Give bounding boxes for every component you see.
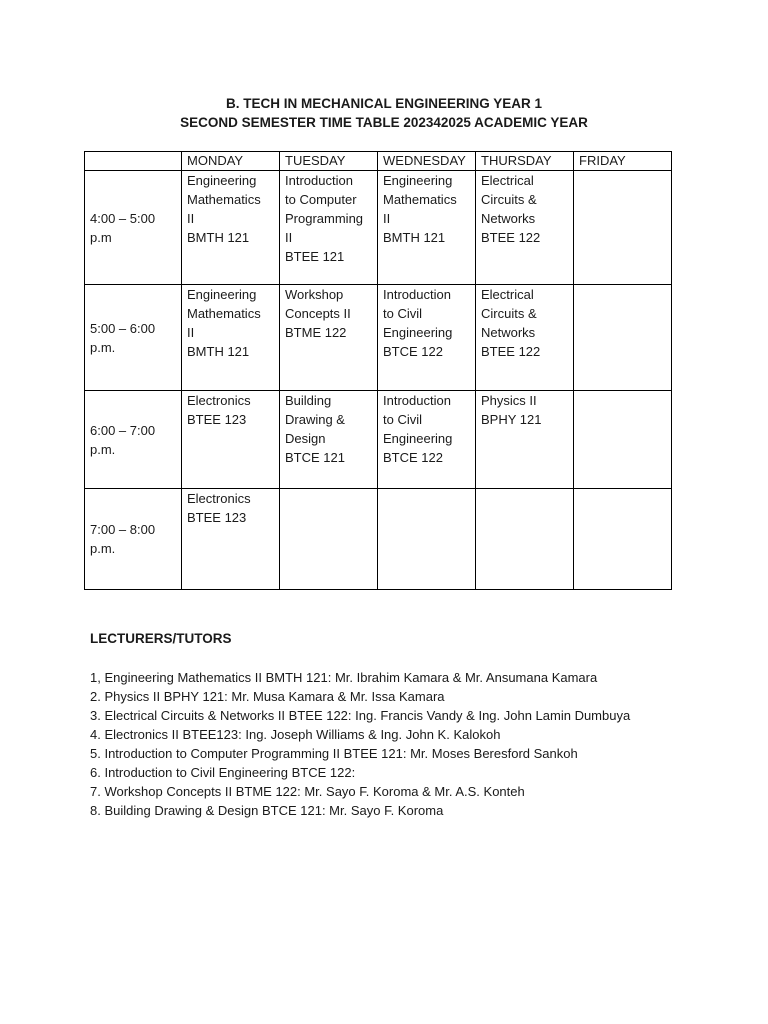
- course-text: Introduction: [383, 393, 451, 408]
- course-text: BPHY 121: [481, 412, 542, 427]
- course-text: BTME 122: [285, 325, 347, 340]
- course-text: Engineering: [383, 325, 453, 340]
- course-text: Electrical: [481, 287, 534, 302]
- course-cell-monday: [182, 489, 280, 590]
- course-text: BTEE 121: [285, 249, 345, 264]
- course-cell-monday: [182, 285, 280, 391]
- title-line-semester: SECOND SEMESTER TIME TABLE 202342025 ACADEMIC YEAR: [180, 115, 588, 130]
- course-text: BTEE 122: [481, 230, 541, 245]
- time-slot-text: p.m: [90, 229, 112, 245]
- course-cell-tuesday: [280, 285, 378, 391]
- course-text: Engineering: [383, 173, 453, 188]
- course-cell-wednesday: [378, 171, 476, 285]
- lecturer-item: 3. Electrical Circuits & Networks II BTEE 122: Ing. Francis Vandy & Ing. John Lamin Dumbuya: [90, 708, 631, 723]
- time-slot-text: 4:00 – 5:00: [90, 210, 156, 226]
- header-friday: FRIDAY: [574, 152, 672, 171]
- course-text: Circuits &: [481, 192, 537, 207]
- course-text: Electronics: [187, 491, 251, 506]
- course-text: BTEE 123: [187, 412, 247, 427]
- course-text: BTEE 122: [481, 344, 541, 359]
- course-cell-thursday: [476, 489, 574, 590]
- timetable-row: [85, 285, 672, 391]
- time-slot-text: 6:00 – 7:00: [90, 422, 156, 438]
- timetable-row: [85, 391, 672, 489]
- timetable-row: [85, 171, 672, 285]
- course-text: Design: [285, 431, 326, 446]
- course-text: Mathematics: [383, 192, 457, 207]
- timetable-body: [85, 171, 672, 590]
- timetable-row: [85, 489, 672, 590]
- course-text: to Civil: [383, 412, 423, 427]
- title-line-program: B. TECH IN MECHANICAL ENGINEERING YEAR 1: [225, 96, 543, 111]
- time-slot-text: 7:00 – 8:00: [90, 522, 156, 537]
- time-slot-cell: [85, 285, 182, 391]
- course-text: Physics II: [481, 393, 537, 408]
- course-cell-friday: [574, 391, 672, 489]
- course-cell-wednesday: [378, 489, 476, 590]
- time-slot-text: p.m.: [90, 441, 116, 457]
- course-text: BTCE 122: [383, 344, 443, 359]
- course-cell-friday: [574, 285, 672, 391]
- course-cell-wednesday: [378, 391, 476, 489]
- timetable-header-row: [85, 152, 672, 171]
- course-cell-friday: [574, 171, 672, 285]
- course-text: BTCE 122: [383, 450, 443, 465]
- course-cell-monday: [182, 171, 280, 285]
- course-cell-thursday: [476, 391, 574, 489]
- course-text: to Civil: [383, 306, 423, 321]
- time-slot-text: p.m.: [90, 541, 116, 556]
- lecturer-item: 2. Physics II BPHY 121: Mr. Musa Kamara & Mr. Issa Kamara: [90, 689, 445, 704]
- course-text: Circuits &: [481, 306, 537, 321]
- course-text: Engineering: [383, 431, 453, 446]
- lecturers-heading: LECTURERS/TUTORS: [90, 631, 232, 646]
- course-text: BMTH 121: [187, 230, 250, 245]
- course-text: Building: [285, 393, 332, 408]
- time-slot-text: p.m.: [90, 339, 116, 355]
- lecturer-item: 5. Introduction to Computer Programming II BTEE 121: Mr. Moses Beresford Sankoh: [90, 746, 578, 761]
- document-title: [0, 94, 768, 132]
- lecturer-item: 1, Engineering Mathematics II BMTH 121: Mr. Ibrahim Kamara & Mr. Ansumana Kamara: [90, 670, 598, 685]
- course-cell-monday: [182, 391, 280, 489]
- course-text: II: [383, 211, 391, 226]
- time-slot-cell: [85, 489, 182, 590]
- course-text: to Computer: [285, 192, 357, 207]
- course-cell-tuesday: [280, 171, 378, 285]
- time-slot-cell: [85, 171, 182, 285]
- course-text: Networks: [481, 325, 536, 340]
- course-text: Electrical: [481, 173, 534, 188]
- course-text: Introduction: [285, 173, 353, 188]
- course-text: Concepts II: [285, 306, 351, 321]
- header-monday: MONDAY: [182, 152, 280, 171]
- lecturer-item: 6. Introduction to Civil Engineering BTCE 122:: [90, 765, 356, 780]
- course-text: Networks: [481, 211, 536, 226]
- course-text: Mathematics: [187, 192, 261, 207]
- lecturer-item: 4. Electronics II BTEE123: Ing. Joseph Williams & Ing. John K. Kalokoh: [90, 727, 501, 742]
- time-slot-text: 5:00 – 6:00: [90, 320, 156, 336]
- header-thursday: THURSDAY: [476, 152, 574, 171]
- course-text: Workshop: [285, 287, 344, 302]
- course-text: Engineering: [187, 173, 257, 188]
- course-text: II: [285, 230, 293, 245]
- timetable: [84, 151, 672, 590]
- course-cell-friday: [574, 489, 672, 590]
- course-text: Introduction: [383, 287, 451, 302]
- course-text: Mathematics: [187, 306, 261, 321]
- lecturer-item: 7. Workshop Concepts II BTME 122: Mr. Sayo F. Koroma & Mr. A.S. Konteh: [90, 784, 525, 799]
- course-cell-thursday: [476, 171, 574, 285]
- course-text: BTCE 121: [285, 450, 345, 465]
- course-cell-thursday: [476, 285, 574, 391]
- course-text: Drawing &: [285, 412, 345, 427]
- header-tuesday: TUESDAY: [280, 152, 378, 171]
- lecturers-section: [90, 630, 740, 818]
- course-text: BTEE 123: [187, 510, 247, 525]
- course-text: II: [187, 325, 195, 340]
- course-text: BMTH 121: [383, 230, 446, 245]
- header-time-blank: [85, 152, 182, 171]
- course-text: Engineering: [187, 287, 257, 302]
- course-text: Programming: [285, 211, 364, 226]
- time-slot-cell: [85, 391, 182, 489]
- lecturer-item: 8. Building Drawing & Design BTCE 121: Mr. Sayo F. Koroma: [90, 803, 444, 818]
- course-cell-tuesday: [280, 489, 378, 590]
- course-cell-wednesday: [378, 285, 476, 391]
- course-cell-tuesday: [280, 391, 378, 489]
- course-text: II: [187, 211, 195, 226]
- course-text: BMTH 121: [187, 344, 250, 359]
- header-wednesday: WEDNESDAY: [378, 152, 476, 171]
- lecturer-list: [90, 668, 740, 820]
- course-text: Electronics: [187, 393, 251, 408]
